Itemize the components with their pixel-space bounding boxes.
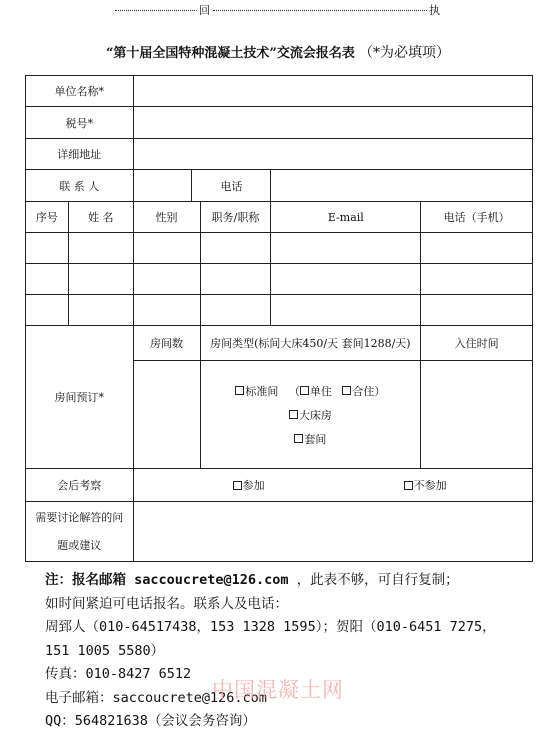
visit-yes	[134, 477, 364, 493]
room-row-standard: 标准间 （ 单住 合住）	[201, 383, 421, 399]
cell[interactable]	[26, 233, 69, 264]
notes-line-1	[45, 569, 545, 593]
unit-name-field[interactable]	[133, 76, 532, 107]
cell[interactable]	[421, 295, 533, 326]
single-label: 单住	[309, 384, 332, 398]
suite-checkbox[interactable]	[294, 434, 303, 443]
cut-line-left-char: 回	[199, 4, 210, 17]
visit-label: 会后考察	[26, 469, 134, 502]
form-title-note: （*为必填项）	[359, 45, 451, 61]
watermark: 中国混凝土网	[212, 678, 344, 702]
tax-field[interactable]	[133, 107, 532, 139]
table-row	[26, 233, 533, 264]
bigbed-checkbox[interactable]	[289, 410, 298, 419]
col-header-mobile: 电话（手机）	[421, 202, 533, 233]
room-label: 房间预订*	[26, 326, 134, 469]
notes-line-2: 如时间紧迫可电话报名。联系人及电话：	[45, 595, 288, 612]
checkin-field[interactable]	[421, 361, 533, 469]
col-header-name: 姓 名	[68, 202, 133, 233]
cut-line-right-char: 执	[429, 4, 440, 17]
questions-label-line1: 需要讨论解答的问	[35, 510, 124, 524]
suite-label: 套间	[304, 432, 327, 446]
dotted-line-middle	[213, 10, 427, 11]
shared-label: 合住	[352, 384, 375, 398]
contact-field[interactable]	[133, 170, 271, 202]
form-title	[0, 42, 556, 62]
table-row	[26, 295, 533, 326]
notes-email: saccoucrete@126.com	[126, 572, 297, 588]
cell[interactable]	[421, 264, 533, 295]
bigbed-label: 大床房	[298, 408, 332, 422]
notes-prefix: 注：报名邮箱	[45, 572, 126, 588]
cell[interactable]	[200, 295, 271, 326]
visit-yes-checkbox[interactable]	[233, 481, 242, 490]
visit-no	[364, 477, 532, 493]
visit-no-checkbox[interactable]	[404, 481, 413, 490]
cell[interactable]	[68, 295, 133, 326]
cell[interactable]	[26, 295, 69, 326]
dotted-line-left	[115, 10, 197, 11]
col-header-gender: 性别	[133, 202, 200, 233]
notes-line-3: 周郅人（010-64517438，153 1328 1595）；贺阳（010-6451 7275，	[45, 619, 496, 635]
notes-line-5: 传真：010-8427 6512	[45, 666, 192, 682]
cell[interactable]	[26, 264, 69, 295]
visit-no-label: 不参加	[413, 479, 447, 492]
single-checkbox[interactable]	[300, 386, 309, 395]
notes-line-6: 电子邮箱：saccoucrete@126.com	[45, 689, 267, 706]
contact-label: 联 系 人	[26, 170, 134, 202]
table-row	[26, 264, 533, 295]
form-title-main: “第十届全国特种混凝土技术”交流会报名表	[105, 46, 355, 61]
contact-name-input[interactable]	[134, 170, 193, 201]
shared-checkbox[interactable]	[342, 386, 351, 395]
notes	[45, 569, 545, 734]
questions-label-line2: 题或建议	[57, 538, 102, 552]
room-type-header: 房间类型(标间大床450/天 套间1288/天)	[200, 326, 421, 361]
notes-line-7: QQ：564821638（会议会务咨询）	[45, 713, 256, 729]
room-type-options	[200, 361, 421, 469]
room-row-suite	[201, 431, 421, 447]
standard-checkbox[interactable]	[235, 386, 244, 395]
address-label: 详细地址	[26, 139, 134, 170]
cell[interactable]	[68, 233, 133, 264]
cell[interactable]	[200, 264, 271, 295]
room-row-bigbed	[201, 407, 421, 423]
address-field[interactable]	[133, 139, 532, 170]
cut-line	[115, 4, 443, 18]
cell[interactable]	[133, 295, 200, 326]
cell[interactable]	[421, 233, 533, 264]
notes-suffix: ，此表不够，可自行复制；	[296, 572, 459, 588]
cell[interactable]	[200, 233, 271, 264]
unit-name-label: 单位名称*	[26, 76, 134, 107]
cell[interactable]	[271, 295, 421, 326]
phone-field[interactable]	[271, 170, 533, 202]
registration-table	[25, 75, 533, 562]
notes-line-4: 151 1005 5580）	[45, 642, 165, 659]
cell[interactable]	[271, 233, 421, 264]
tax-label: 税号*	[26, 107, 134, 139]
col-header-email: E-mail	[271, 202, 421, 233]
visit-yes-label: 参加	[242, 479, 265, 492]
cell[interactable]	[68, 264, 133, 295]
col-header-position: 职务/职称	[200, 202, 271, 233]
room-count-header: 房间数	[133, 326, 200, 361]
col-header-index: 序号	[26, 202, 69, 233]
cell[interactable]	[133, 233, 200, 264]
cell[interactable]	[271, 264, 421, 295]
cell[interactable]	[133, 264, 200, 295]
standard-label: 标准间	[245, 384, 279, 398]
visit-options	[133, 469, 532, 502]
room-count-field[interactable]	[133, 361, 200, 469]
phone-label: 电话	[220, 179, 243, 193]
questions-field[interactable]	[133, 502, 532, 562]
questions-label	[26, 502, 134, 562]
checkin-header: 入住时间	[421, 326, 533, 361]
